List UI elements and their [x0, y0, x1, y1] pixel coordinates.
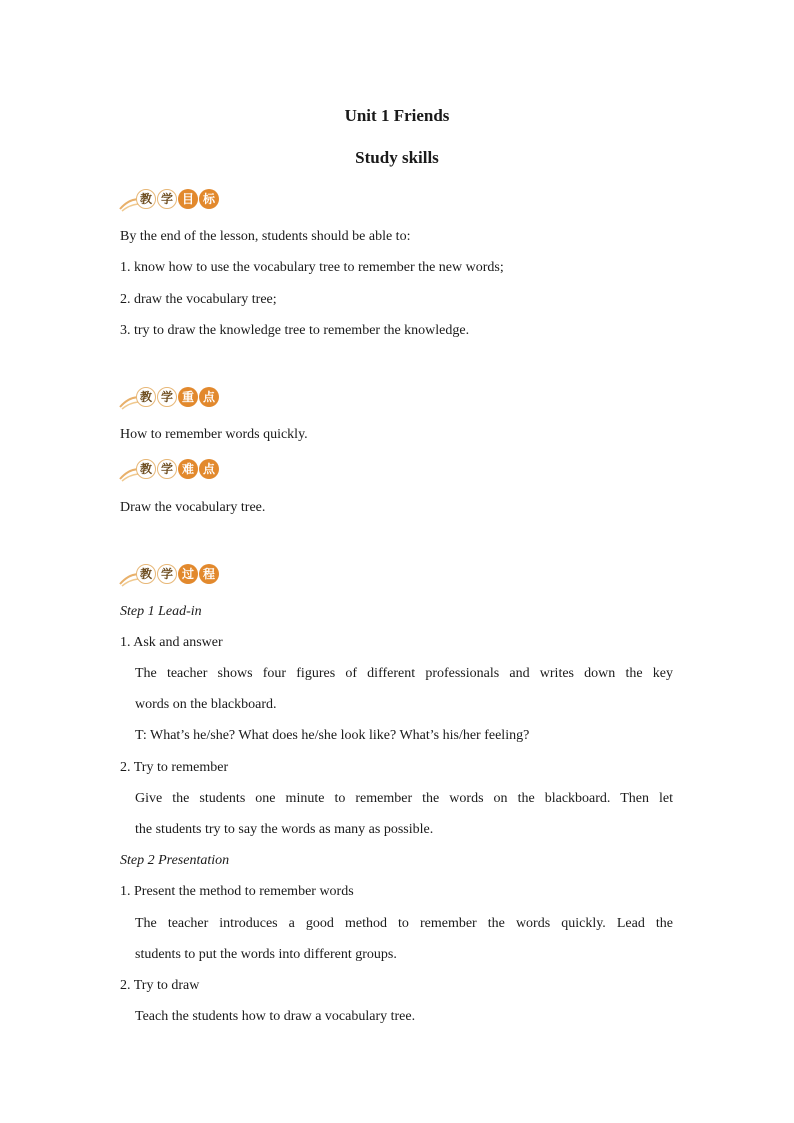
badge-char: 学 [157, 459, 177, 479]
step1-sub2-line: the students try to say the words as many as possible. [135, 822, 434, 837]
step1-sub2-title: 2. Try to remember [120, 760, 229, 775]
badge-char: 点 [199, 387, 219, 407]
badge-char: 重 [178, 387, 198, 407]
step1-sub1-title: 1. Ask and answer [120, 635, 223, 650]
badge-char: 标 [199, 189, 219, 209]
objective-item: 2. draw the vocabulary tree; [120, 292, 277, 307]
badge-char: 程 [199, 564, 219, 584]
badge-char: 难 [178, 459, 198, 479]
badge-char: 教 [136, 387, 156, 407]
badge-char: 教 [136, 459, 156, 479]
badge-objectives [118, 187, 228, 213]
step1-sub1-line: words on the blackboard. [135, 697, 277, 712]
unit-title: Unit 1 Friends [344, 106, 450, 125]
badge-process [118, 562, 228, 588]
difficulties-text: Draw the vocabulary tree. [120, 500, 266, 515]
objective-item: 1. know how to use the vocabulary tree to remember the new words; [120, 260, 504, 275]
badge-key-points [118, 385, 228, 411]
key-points-text: How to remember words quickly. [120, 427, 308, 442]
step1-sub2-line: Give the students one minute to remember the words on the blackboard. Then let [135, 791, 673, 806]
step2-sub1-line: students to put the words into different groups. [135, 947, 397, 962]
step2-sub2-title: 2. Try to draw [120, 978, 200, 993]
badge-char: 目 [178, 189, 198, 209]
step2-sub1-title: 1. Present the method to remember words [120, 884, 354, 899]
objective-item: 3. try to draw the knowledge tree to remember the knowledge. [120, 323, 470, 338]
badge-char: 过 [178, 564, 198, 584]
badge-difficulties [118, 457, 228, 483]
badge-char: 教 [136, 564, 156, 584]
lesson-title: Study skills [355, 148, 439, 167]
badge-char: 学 [157, 387, 177, 407]
badge-char: 学 [157, 189, 177, 209]
badge-char: 点 [199, 459, 219, 479]
objectives-intro: By the end of the lesson, students should be able to: [120, 229, 411, 244]
badge-char: 学 [157, 564, 177, 584]
step2-sub1-line: The teacher introduces a good method to remember the words quickly. Lead the [135, 916, 673, 931]
badge-char: 教 [136, 189, 156, 209]
step2-sub2-line: Teach the students how to draw a vocabulary tree. [135, 1009, 416, 1024]
step1-heading: Step 1 Lead-in [120, 604, 202, 619]
step1-sub1-line: The teacher shows four figures of different professionals and writes down the key [135, 666, 673, 681]
step1-sub1-line: T: What’s he/she? What does he/she look like? What’s his/her feeling? [135, 728, 530, 743]
step2-heading: Step 2 Presentation [120, 853, 230, 868]
